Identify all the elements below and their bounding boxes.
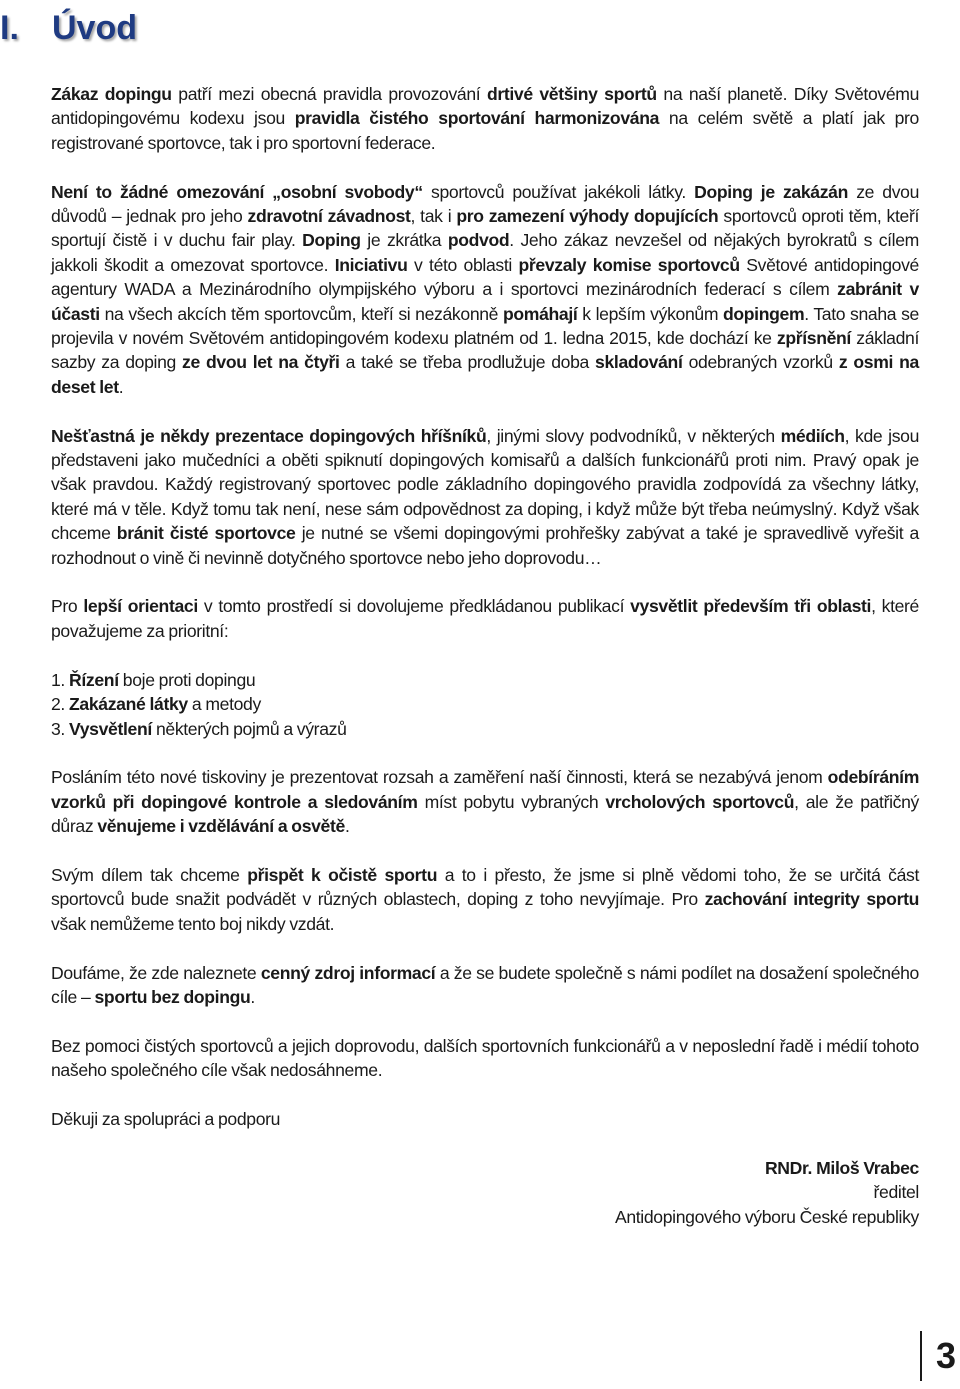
text-run: . xyxy=(344,816,350,837)
bold-text: lepší orientaci xyxy=(83,596,198,617)
signature-role: ředitel xyxy=(873,1182,919,1203)
bold-text: skladování xyxy=(595,352,683,373)
paragraph-orientation xyxy=(51,594,919,643)
text-run: . xyxy=(250,986,255,1007)
bold-text: Není to žádné xyxy=(51,181,177,202)
text-run: 1. xyxy=(51,669,70,690)
text-run: . Tato snaha se projevila v novém Světovém antidopingovém kodexu platném od 1. ledna 2015, kde dochází ke xyxy=(51,303,919,349)
text-run: , které považujeme za prioritní: xyxy=(51,596,919,641)
document-body xyxy=(51,82,919,1229)
signature-name: RNDr. Miloš Vrabec xyxy=(764,1157,919,1178)
text-run: boje proti dopingu xyxy=(118,669,256,690)
text-run: ze dvou důvodů – jednak pro jeho xyxy=(51,181,920,227)
text-run: v této oblasti xyxy=(407,254,519,275)
bold-text: médiích xyxy=(780,425,845,446)
bold-text: Vysvětlení xyxy=(69,718,152,739)
text-run: 2. xyxy=(51,694,70,715)
text-run: . xyxy=(118,376,124,397)
text-run: Pro xyxy=(51,596,84,617)
bold-text: pro zamezení výhody dopujících xyxy=(456,206,719,227)
text-run: na naší planetě. Díky Světovému antidopingovému kodexu jsou xyxy=(51,84,920,129)
paragraph-mission xyxy=(51,765,919,838)
bold-text: Nešťastná je někdy prezentace dopingových hříšníků xyxy=(51,425,487,446)
text-run: a také se třeba prodlužuje doba xyxy=(339,352,596,373)
text-run: však nemůžeme tento boj nikdy vzdát. xyxy=(51,913,335,934)
bold-text: věnujeme i vzdělávání a osvětě xyxy=(97,816,345,837)
bold-text: Zákaz dopingu xyxy=(51,84,172,104)
text-run: k lepším výkonům xyxy=(577,303,723,324)
text-run: na všech akcích těm sportovcům, kteří si nezákonně xyxy=(99,303,503,324)
paragraph-support xyxy=(51,1034,919,1083)
text-run: Bez pomoci čistých sportovců a jejich doprovodu, dalších sportovních funkcionářů a v neposlední řadě i médií tohoto našeho společného cíle však nedosáhneme. xyxy=(51,1035,919,1081)
paragraph-hope xyxy=(51,961,919,1010)
bold-text: Zakázané látky xyxy=(69,694,188,715)
bold-text: zabránit v účasti xyxy=(51,279,919,324)
list-item xyxy=(51,668,919,692)
text-run: Doufáme, že zde naleznete xyxy=(51,962,261,983)
text-run: , jinými slovy podvodníků, v některých xyxy=(486,425,781,446)
text-run: v tomto prostředí si dovolujeme předkládanou publikací xyxy=(197,596,631,617)
chapter-title: Úvod xyxy=(52,9,137,47)
bold-text: omezování „osobní svobody“ xyxy=(176,181,423,202)
text-run: na celém světě a platí jak pro registrované sportovce, tak i pro sportovní federace. xyxy=(51,108,919,153)
chapter-number: I. xyxy=(0,9,19,47)
paragraph-doping-rules xyxy=(51,180,919,400)
bold-text: pravidla čistého sportování harmonizována xyxy=(294,108,660,129)
paragraph-contribution xyxy=(51,863,919,936)
bold-text: dopingem xyxy=(722,303,805,324)
text-run: míst pobytu vybraných xyxy=(417,791,606,812)
text-run: některých pojmů a výrazů xyxy=(151,718,347,739)
bold-text: zdravotní závadnost xyxy=(247,206,411,227)
text-run: , kde jsou představeni jako mučedníci a oběti spiknutí dopingových komisařů a dalších funkcionářů proti nim. Pravý opak je však pravdou. Každý registrovaný sportovec podle základního dopingového pravidla zodpovídá za všechny látky, které má v těle. Když tomu tak není, nese sám odpovědnost za doping, i když může být třeba neúmyslný. Když však chceme xyxy=(51,425,920,544)
text-run: , tak i xyxy=(410,206,457,227)
text-run: patří mezi obecná pravidla provozování xyxy=(171,84,487,104)
bold-text: sportu bez dopingu xyxy=(94,986,251,1007)
bold-text: bránit čisté sportovce xyxy=(116,523,296,544)
bold-text: zpřísnění xyxy=(776,328,851,349)
bold-text: zachování integrity sportu xyxy=(704,889,919,910)
list-item xyxy=(51,692,919,716)
bold-text: vrcholových sportovců xyxy=(605,791,795,812)
bold-text: Doping xyxy=(302,230,361,251)
paragraph-media xyxy=(51,424,919,570)
text-run: sportovců používat jakékoli látky. xyxy=(422,181,695,202)
text-run: odebraných vzorků xyxy=(682,352,839,373)
paragraph-intro xyxy=(51,82,919,155)
bold-text: vysvětlit především tři oblasti xyxy=(630,596,872,617)
text-run: sportovců oproti těm, kteří sportují čistě i v duchu fair play. xyxy=(51,206,920,251)
bold-text: pomáhají xyxy=(502,303,578,324)
page-number: 3 xyxy=(920,1331,960,1381)
bold-text: Iniciativu xyxy=(334,254,408,275)
signature-block xyxy=(51,1156,919,1229)
signature-organization: Antidopingového výboru České republiky xyxy=(614,1206,919,1227)
bold-text: z osmi na deset let xyxy=(51,352,919,397)
chapter-heading xyxy=(0,8,137,48)
text-run: Svým dílem tak chceme xyxy=(51,864,248,885)
bold-text: přispět k očistě sportu xyxy=(247,864,438,885)
bold-text: Řízení xyxy=(69,669,119,690)
list-item xyxy=(51,717,919,741)
text-run: . Jeho zákaz nevzešel od nějakých byrokratů s cílem jakkoli škodit a omezovat sportovce. xyxy=(51,230,919,275)
bold-text: podvod xyxy=(447,230,510,251)
bold-text: cenný zdroj informací xyxy=(260,962,436,983)
text-run: a metody xyxy=(187,694,261,715)
text-run: a že se budete společně s námi podílet na dosažení společného cíle – xyxy=(51,962,919,1007)
text-run: Světové antidopingové agentury WADA a Mezinárodního olympijského výboru a i sportovci mezinárodních federací s cílem xyxy=(51,254,919,300)
text-run: základní sazby za doping xyxy=(51,328,919,373)
bold-text: drtivé většiny sportů xyxy=(486,84,657,104)
text-run: Děkuji za spolupráci a podporu xyxy=(51,1108,281,1129)
paragraph-thanks xyxy=(51,1107,919,1131)
bold-text: Doping je zakázán xyxy=(694,181,848,202)
text-run: je zkrátka xyxy=(360,230,448,251)
text-run: 3. xyxy=(51,718,70,739)
text-run: , ale že patřičný důraz xyxy=(51,791,919,837)
text-run: a to i přesto, že jsme si plně vědomi toho, že se určitá část sportovců bude snažit podvádět v různých oblastech, doping z toho nevyjímaje. Pro xyxy=(51,864,919,910)
bold-text: převzaly komise sportovců xyxy=(518,254,740,275)
text-run: Posláním této nové tiskoviny je prezentovat rozsah a zaměření naší činnosti, která se nezabývá jenom xyxy=(51,767,828,788)
priority-list xyxy=(51,668,919,741)
bold-text: odebíráním vzorků při dopingové kontrole a sledováním xyxy=(51,767,919,812)
text-run: je nutné se všemi dopingovými prohřešky zabývat a také je spravedlivě vyřešit a rozhodnout o vině či nevinně dotyčného sportovce nebo jeho doprovodu… xyxy=(51,523,919,568)
bold-text: ze dvou let na čtyři xyxy=(182,352,340,373)
